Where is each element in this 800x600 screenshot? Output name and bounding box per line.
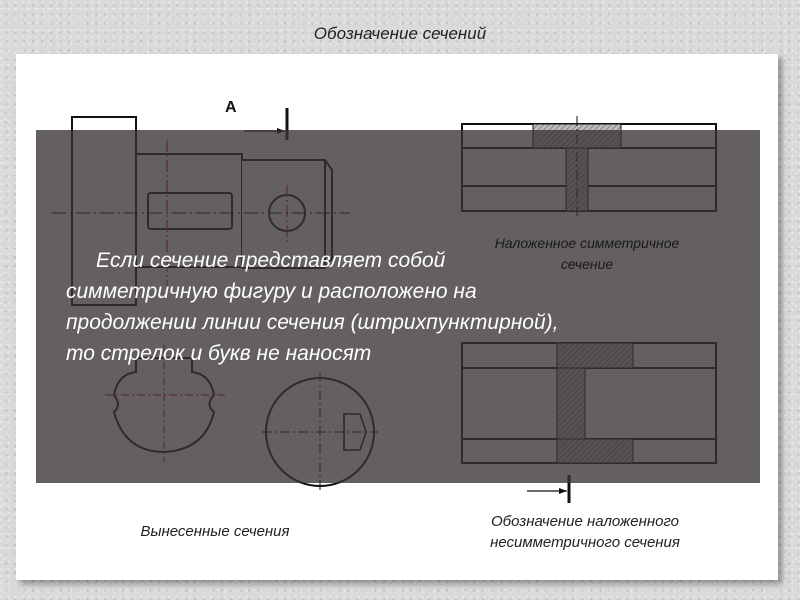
label-line: несимметричного сечения (490, 534, 680, 551)
label-line: Наложенное симметричное (494, 235, 680, 251)
label-line: Обозначение наложенного (490, 513, 680, 530)
label-line: сечение (560, 256, 614, 272)
label-superimposed-asymmetric (440, 511, 730, 553)
overlay-note (66, 245, 726, 369)
overlay-note-line: симметричную фигуру и расположено на (66, 280, 477, 303)
section-letter-a: А (225, 99, 237, 116)
overlay-note-line: Если сечение представляет собой (96, 249, 446, 272)
overlay-note-line: продолжении линии сечения (штрихпунктирной), (66, 311, 559, 334)
overlay-note-line: то стрелок и букв не наносят (66, 342, 372, 365)
label-removed-sections: Вынесенные сечения (140, 523, 290, 540)
slide-title: Обозначение сечений (313, 24, 487, 43)
